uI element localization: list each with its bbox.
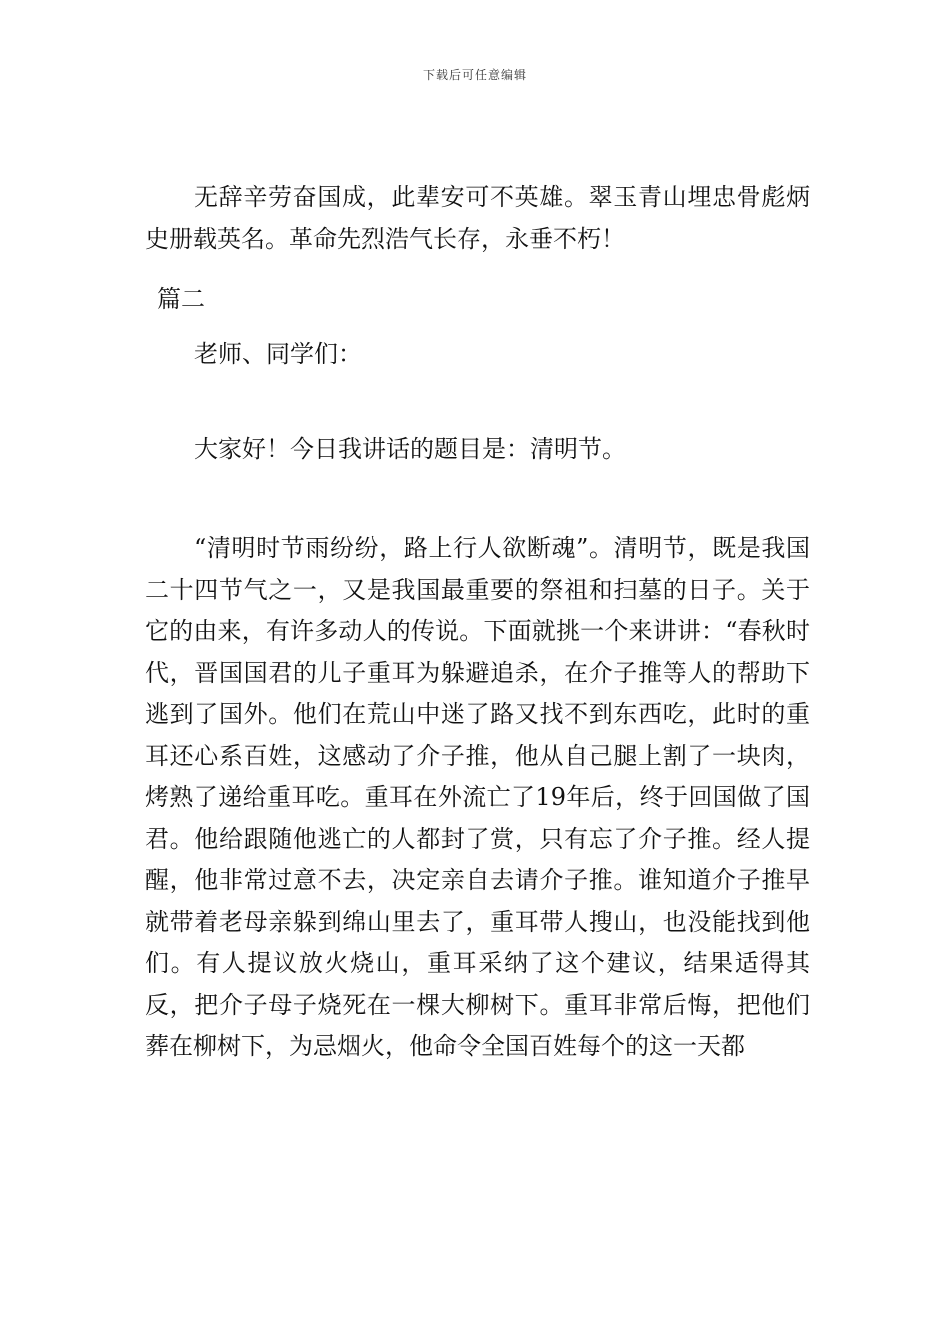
paragraph-text: 无辞辛劳奋国成，此辈安可不英雄。翠玉青山埋忠骨彪炳史册载英名。革命先烈浩气长存，永垂不朽！ [145, 183, 810, 253]
paragraph-text: 老师、同学们： [194, 340, 362, 368]
paragraph-text: “清明时节雨纷纷，路上行人欲断魂”。清明节，既是我国二十四节气之一，又是我国最重要的祭祖和扫墓的日子。关于它的由来，有许多动人的传说。下面就挑一个来讲讲：“春秋时代，晋国国君的儿子重耳为躲避追杀，在介子推等人的帮助下逃到了国外。他们在荒山中迷了路又找不到东西吃，此时的重耳还心系百姓，这感动了介子推，他从自己腿上割了一块肉，烤熟了递给重耳吃。重耳在外流亡了19年后，终于回国做了国君。他给跟随他逃亡的人都封了赏，只有忘了介子推。经人提醒，他非常过意不去，决定亲自去请介子推。谁知道介子推早就带着老母亲躲到绵山里去了，重耳带人搜山，也没能找到他们。有人提议放火烧山，重耳采纳了这个建议，结果适得其反，把介子母子烧死在一棵大柳树下。重耳非常后悔，把他们葬在柳树下，为忌烟火，他命令全国百姓每个的这一天都 [145, 534, 810, 1060]
page-header: 下载后可任意编辑 [422, 68, 527, 82]
paragraph-greeting [145, 334, 810, 376]
paragraph-text: 大家好！今日我讲话的题目是：清明节。 [194, 435, 626, 463]
paragraph-poem [145, 177, 810, 260]
paragraph-hello [145, 429, 810, 471]
section-heading: 篇二 [157, 285, 205, 313]
paragraph-story [145, 528, 810, 1068]
